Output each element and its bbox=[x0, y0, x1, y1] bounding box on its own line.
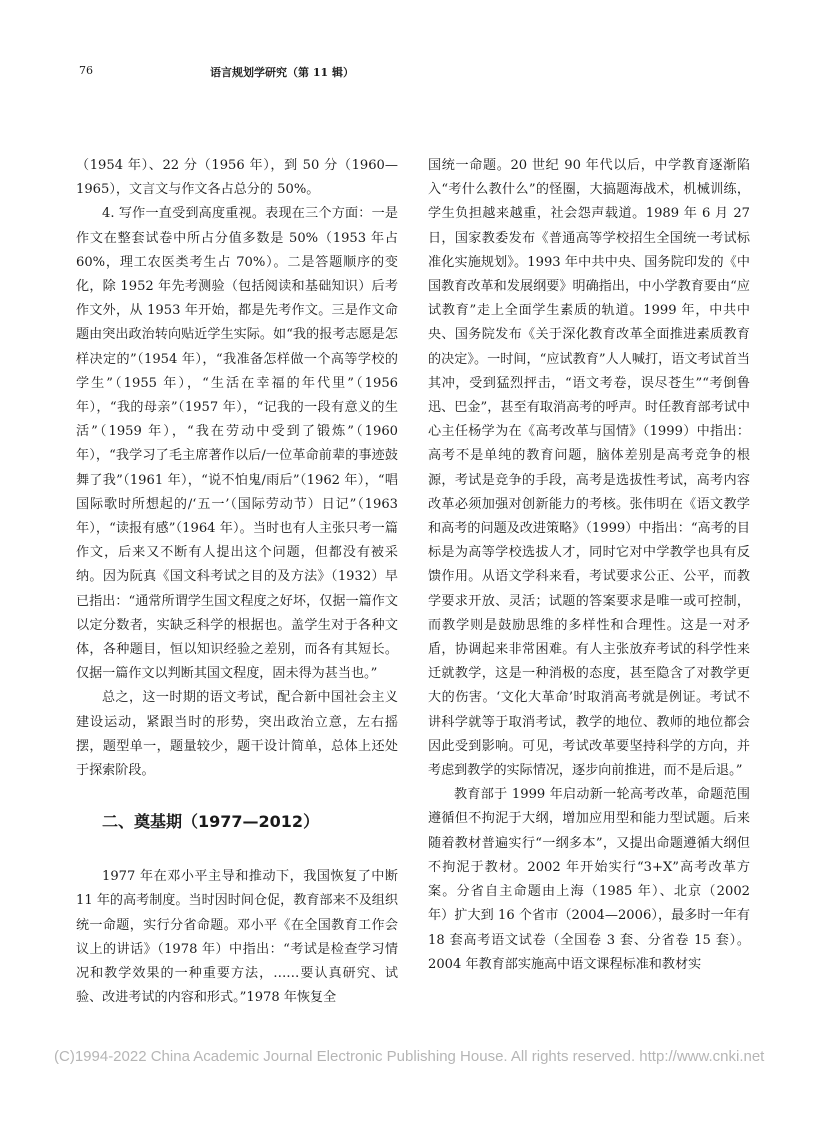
paragraph: 教育部于 1999 年启动新一轮高考改革，命题范围遵循但不拘泥于大纲，增加应用型和能力型试题。后来随着教材普遍实行“一纲多本”，又提出命题遵循大纲但不拘泥于教材。2002 年开始实行“3+X”高考改革方案。分省自主命题由上海（1985 年）、北京（2002 年）扩大到 16 个省市（2004—2006），最多时一年有 18 套高考语文试卷（全国卷 3 套、分省卷 15 套）。2004 年教育部实施高中语文课程标准和教材实 bbox=[428, 787, 750, 972]
paragraph: （1954 年）、22 分（1956 年），到 50 分（1960—1965），文言文与作文各占总分的 50%。 bbox=[76, 158, 398, 198]
paragraph: 总之，这一时期的语文考试，配合新中国社会主义建设运动，紧跟当时的形势，突出政治立意，左右摇摆，题型单一，题量较少，题干设计简单，总体上还处于探索阶段。 bbox=[76, 690, 398, 779]
left-column bbox=[76, 154, 398, 1011]
running-head bbox=[0, 64, 826, 84]
paragraph: 4. 写作一直受到高度重视。表现在三个方面：一是作文在整套试卷中所占分值多数是 50%（1953 年占 60%，理工农医类考生占 70%）。二是答题顺序的变化，除 1952 年先考测验（包括阅读和基础知识）后考作文外，从 1953 年开始，都是先考作文。三是作文命题由突出政治转向贴近学生实际。如“我的报考志愿是怎样决定的”（1954 年），“我准备怎样做一个高等学校的学生”（1955 年），“生活在幸福的年代里”（1956 年），“我的母亲”（1957 年），“记我的一段有意义的生活”（1959 年），“我在劳动中受到了锻炼”（1960 年），“我学习了毛主席著作以后/一位革命前辈的事迹鼓舞了我”（1961 年），“说不怕鬼/雨后”（1962 年），“唱国际歌时所想起的/‘五一’（国际劳动节）日记”（1963 年），“读报有感”（1964 年）。当时也有人主张只考一篇作文，后来又不断有人提出这个问题，但都没有被采纳。因为阮真《国文科考试之目的及方法》（1932）早已指出：“通常所谓学生国文程度之好坏，仅据一篇作文以定分数者，实缺乏科学的根据也。盖学生对于各种文体，各种题目，恒以知识经验之差别，而各有其短长。仅据一篇作文以判断其国文程度，固未得为甚当也。” bbox=[76, 206, 398, 682]
journal-title: 语言规划学研究（第 11 辑） bbox=[210, 66, 354, 79]
page-number: 76 bbox=[79, 64, 93, 77]
right-column bbox=[428, 154, 750, 977]
copyright-watermark: (C)1994-2022 China Academic Journal Electronic Publishing House. All rights reserved. http://www.cnki.net bbox=[54, 1048, 765, 1065]
paragraph: 1977 年在邓小平主导和推动下，我国恢复了中断 11 年的高考制度。当时因时间仓促，教育部来不及组织统一命题，实行分省命题。邓小平《在全国教育工作会议上的讲话》（1978 年）中指出：“考试是检查学习情况和教学效果的一种重要方法，……要认真研究、试验、改进考试的内容和形式。”1978 年恢复全 bbox=[76, 869, 398, 1006]
section-heading: 二、奠基期（1977—2012） bbox=[102, 812, 320, 832]
paragraph: 国统一命题。20 世纪 90 年代以后，中学教育逐渐陷入“考什么教什么”的怪圈，大搞题海战术，机械训练，学生负担越来越重，社会怨声载道。1989 年 6 月 27 日，国家教委发布《普通高等学校招生全国统一考试标准化实施规划》。1993 年中共中央、国务院印发的《中国教育改革和发展纲要》明确指出，中小学教育要由“应试教育”走上全面学生素质的轨道。1999 年，中共中央、国务院发布《关于深化教育改革全面推进素质教育的决定》。一时间，“应试教育”人人喊打，语文考试首当其冲，受到猛烈抨击，“语文考卷，误尽苍生”“考倒鲁迅、巴金”，甚至有取消高考的呼声。时任教育部考试中心主任杨学为在《高考改革与国情》（1999）中指出：高考不是单纯的教育问题，脑体差别是高考竞争的根源，考试是竞争的手段，高考是选拔性考试，高考内容改革必须加强对创新能力的考核。张伟明在《语文教学和高考的问题及改进策略》（1999）中指出：“高考的目标是为高等学校选拔人才，同时它对中学教学也具有反馈作用。从语文学科来看，考试要求公正、公平，而教学要求开放、灵活；试题的答案要求是唯一或可控制，而教学则是鼓励思维的多样性和合理性。这是一对矛盾，协调起来非常困难。有人主张放弃考试的科学性来迁就教学，这是一种消极的态度，甚至隐含了对教学更大的伤害。‘文化大革命’时取消高考就是例证。考试不讲科学就等于取消考试，教学的地位、教师的地位都会因此受到影响。可见，考试改革要坚持科学的方向，并考虑到教学的实际情况，逐步向前推进，而不是后退。” bbox=[428, 158, 750, 779]
